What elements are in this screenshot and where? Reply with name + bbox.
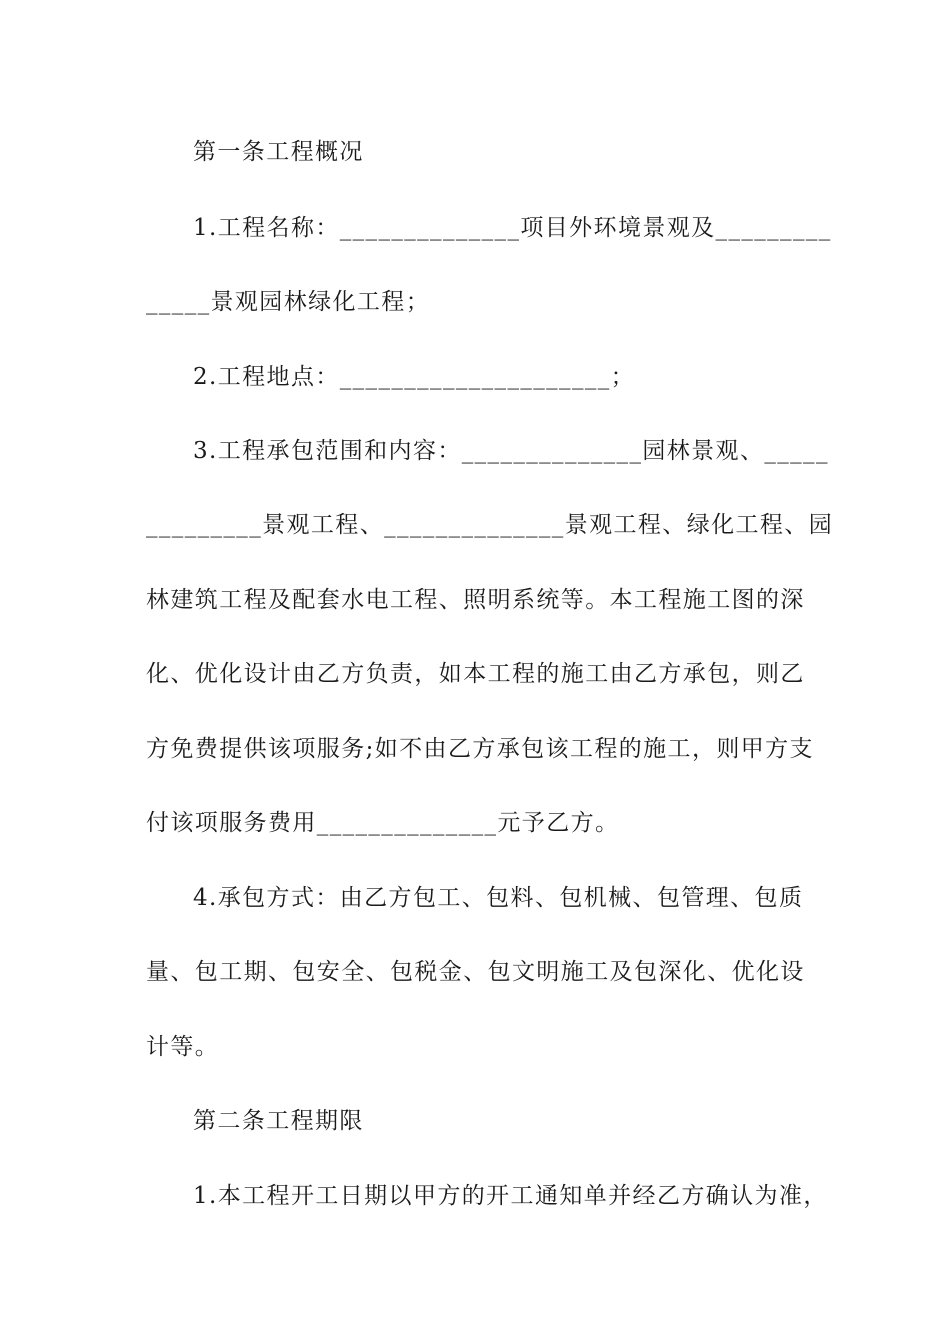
paragraph-line: 化、优化设计由乙方负责，如本工程的施工由乙方承包，则乙 <box>146 661 805 687</box>
paragraph-line: 4.承包方式：由乙方包工、包料、包机械、包管理、包质 <box>193 885 804 911</box>
section-heading-1: 第一条工程概况 <box>193 139 364 165</box>
paragraph-line: 量、包工期、包安全、包税金、包文明施工及包深化、优化设 <box>146 959 805 985</box>
paragraph-line: 3.工程承包范围和内容：______________园林景观、_____ <box>193 438 829 464</box>
paragraph-line: 方免费提供该项服务;如不由乙方承包该工程的施工，则甲方支 <box>146 736 814 762</box>
paragraph-line: _____景观园林绿化工程； <box>146 289 431 315</box>
paragraph-line: 林建筑工程及配套水电工程、照明系统等。本工程施工图的深 <box>146 587 805 613</box>
paragraph-line: _________景观工程、______________景观工程、绿化工程、园 <box>146 512 834 538</box>
paragraph-line: 计等。 <box>146 1034 220 1060</box>
paragraph-line: 1.本工程开工日期以甲方的开工通知单并经乙方确认为准， <box>193 1183 828 1209</box>
paragraph-line: 付该项服务费用______________元予乙方。 <box>146 810 620 836</box>
section-heading-2: 第二条工程期限 <box>193 1108 364 1134</box>
paragraph-line: 2.工程地点：_____________________； <box>193 364 636 390</box>
paragraph-line: 1.工程名称：______________项目外环境景观及_________ <box>193 215 832 241</box>
